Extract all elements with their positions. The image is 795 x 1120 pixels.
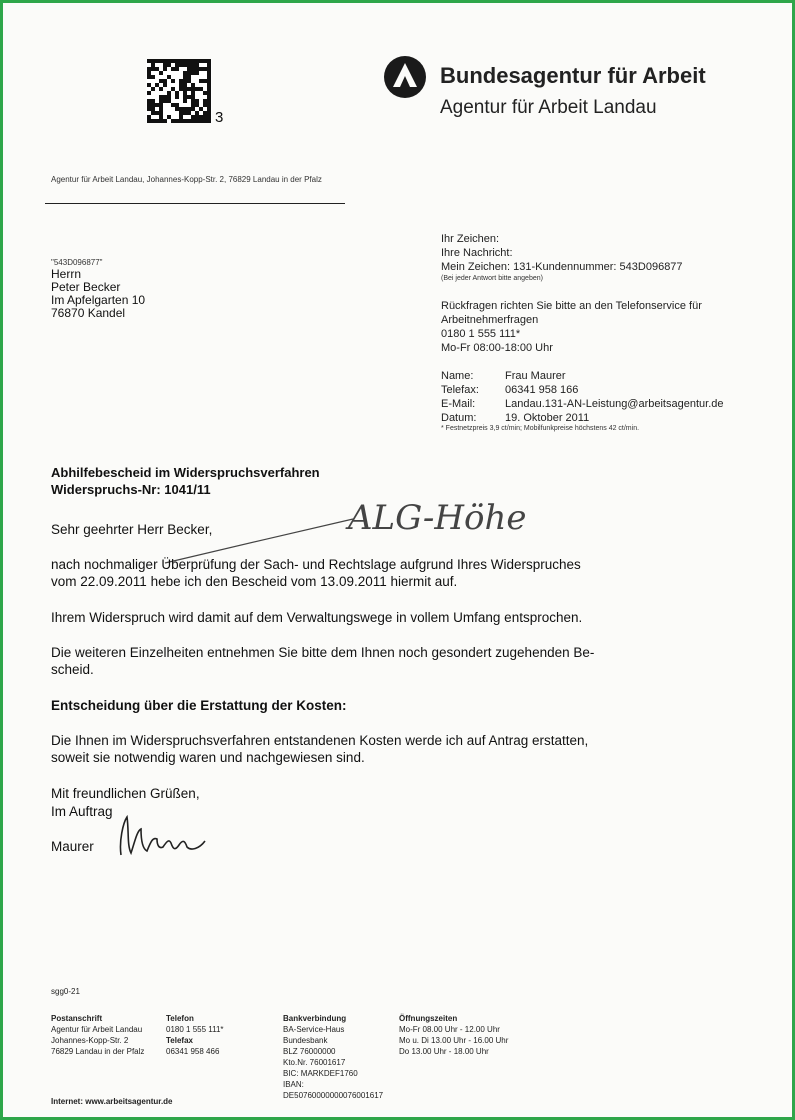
reference-code: "543D096877"	[51, 258, 103, 267]
cost-heading: Entscheidung über die Erstattung der Kosten:	[51, 698, 347, 713]
signature-icon	[113, 811, 213, 861]
price-note: * Festnetzpreis 3,9 ct/min; Mobilfunkpreise höchstens 42 ct/min.	[441, 425, 640, 432]
contact-row: Datum: 19. Oktober 2011	[441, 412, 590, 424]
paragraph: Ihrem Widerspruch wird damit auf dem Verwaltungswege in vollem Umfang entsprochen.	[51, 610, 583, 625]
form-code: sgg0-21	[51, 987, 80, 996]
ihr-zeichen: Ihr Zeichen:	[441, 233, 500, 245]
footer-bank: Bankverbindung BA-Service-Haus Bundesbank BLZ 76000000 Kto.Nr. 76001617 BIC: MARKDEF1760 IBAN: DE50760000000076001617	[283, 1014, 384, 1100]
handwritten-note-text: ALG-Höhe	[348, 498, 527, 538]
subject-number: Widerspruchs-Nr: 1041/11	[51, 482, 211, 497]
rueckfragen-line: Mo-Fr 08:00-18:00 Uhr	[441, 342, 553, 354]
ihre-nachricht: Ihre Nachricht:	[441, 247, 513, 259]
paragraph-line: vom 22.09.2011 hebe ich den Bescheid vom 13.09.2011 hiermit auf.	[51, 574, 458, 589]
recipient-line: Herrn	[51, 267, 82, 281]
footer-oeffnungszeiten: Öffnungszeiten Mo-Fr 08.00 Uhr - 12.00 Uhr Mo u. Di 13.00 Uhr - 16.00 Uhr Do 13.00 Uhr - 18.00 Uhr	[399, 1014, 509, 1056]
rueckfragen-line: 0180 1 555 111*	[441, 328, 521, 340]
mein-zeichen: Mein Zeichen: 131-Kundennummer: 543D096877	[441, 261, 683, 273]
subject-line: Abhilfebescheid im Widerspruchsverfahren	[51, 465, 320, 480]
footer-internet: Internet: www.arbeitsagentur.de	[51, 1097, 173, 1106]
paragraph-line: nach nochmaliger Überprüfung der Sach- und Rechtslage aufgrund Ihres Widerspruches	[51, 557, 581, 572]
salutation: Sehr geehrter Herr Becker,	[51, 522, 213, 537]
rueckfragen-line: Rückfragen richten Sie bitte an den Telefonservice für	[441, 300, 702, 312]
org-name: Bundesagentur für Arbeit	[440, 63, 706, 88]
page-code-number: 3	[215, 109, 224, 126]
datamatrix-code	[146, 59, 212, 123]
paragraph-line: Die weiteren Einzelheiten entnehmen Sie bitte dem Ihnen noch gesondert zugehenden Be-	[51, 645, 595, 660]
signer-name: Maurer	[51, 839, 94, 854]
recipient-line: 76870 Kandel	[51, 306, 126, 320]
contact-row: Telefax: 06341 958 166	[441, 384, 579, 396]
contact-row: Name: Frau Maurer	[441, 370, 566, 382]
footer-postanschrift: Postanschrift Agentur für Arbeit Landau Johannes-Kopp-Str. 2 76829 Landau in der Pfalz	[51, 1014, 145, 1056]
contact-row: E-Mail: Landau.131-AN-Leistung@arbeitsagentur.de	[441, 398, 724, 410]
closing: Im Auftrag	[51, 804, 113, 819]
office-name: Agentur für Arbeit Landau	[440, 97, 657, 118]
footer-telefon: Telefon 0180 1 555 111* Telefax 06341 958 466	[166, 1014, 224, 1056]
agency-logo-icon	[383, 55, 427, 99]
sender-divider	[45, 203, 345, 204]
paragraph-line: Die Ihnen im Widerspruchsverfahren entstandenen Kosten werde ich auf Antrag erstatten,	[51, 733, 589, 748]
paragraph-line: scheid.	[51, 662, 94, 677]
rueckfragen-line: Arbeitnehmerfragen	[441, 314, 539, 326]
sender-line: Agentur für Arbeit Landau, Johannes-Kopp-Str. 2, 76829 Landau in der Pfalz	[51, 175, 322, 184]
recipient-line: Peter Becker	[51, 280, 121, 294]
paragraph-line: soweit sie notwendig waren und nachgewiesen sind.	[51, 750, 365, 765]
closing: Mit freundlichen Grüßen,	[51, 786, 200, 801]
answer-hint: (Bei jeder Antwort bitte angeben)	[441, 275, 543, 282]
recipient-line: Im Apfelgarten 10	[51, 293, 146, 307]
